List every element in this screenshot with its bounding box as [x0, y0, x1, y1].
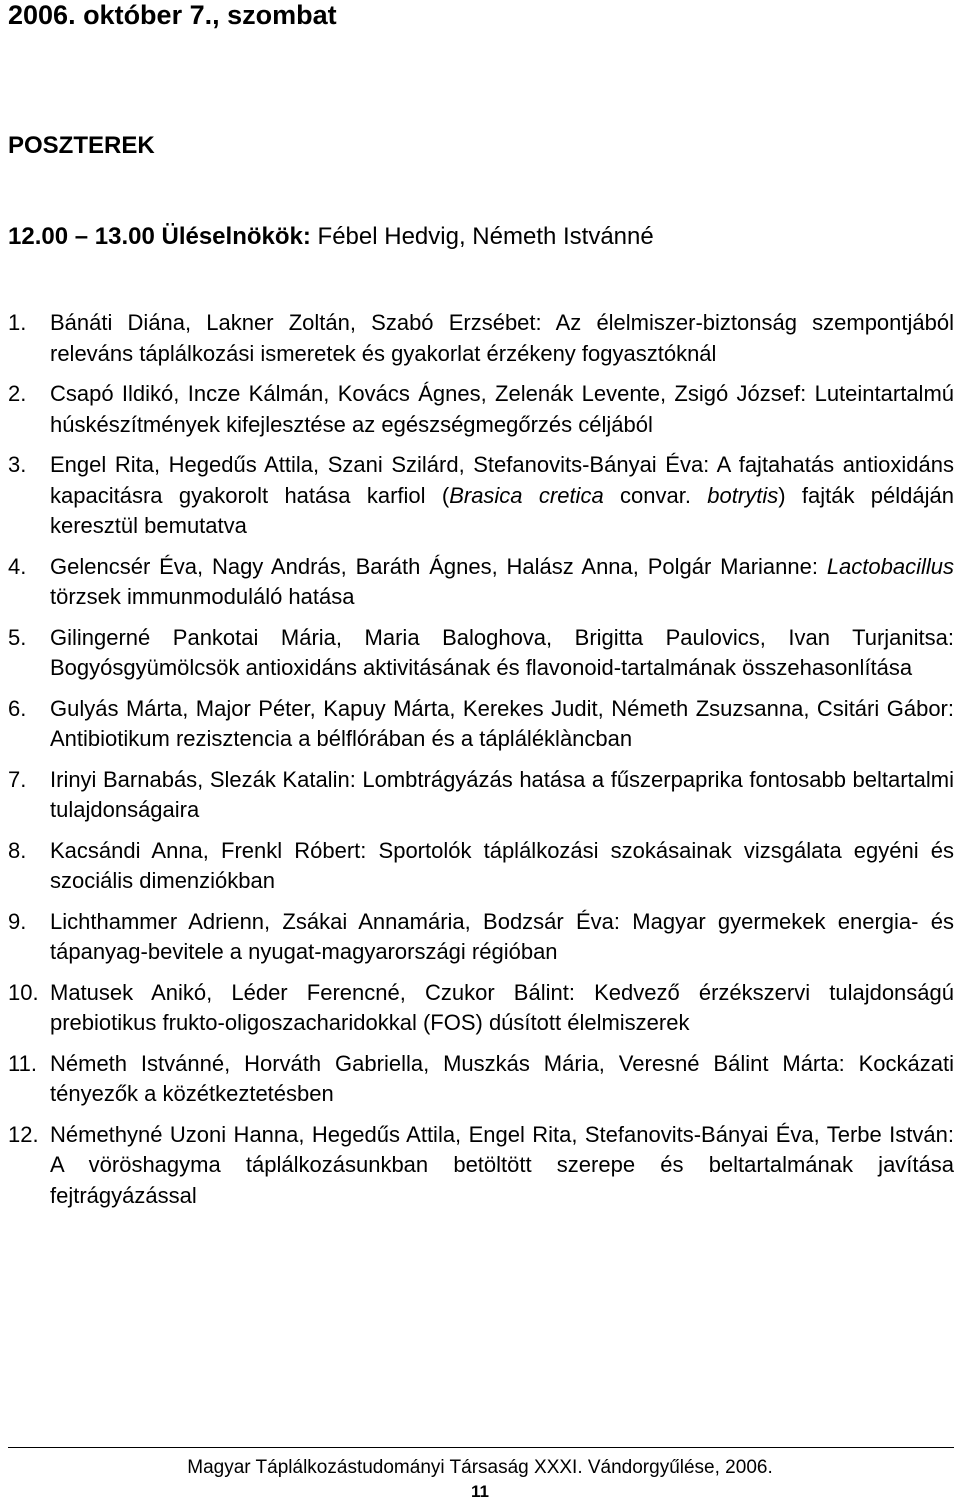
poster-text: Csapó Ildikó, Incze Kálmán, Kovács Ágnes, Zelenák Levente, Zsigó József: Luteintartalmú húskészítmények kifejlesztése az egészségmegőrzés céljából [50, 381, 954, 437]
poster-text: Némethyné Uzoni Hanna, Hegedűs Attila, Engel Rita, Stefanovits-Bányai Éva, Terbe István: A vöröshagyma táplálkozásunkban betöltött szerepe és beltartalmának javítása fejtrágyázással [50, 1121, 954, 1208]
session-chairs-label: Üléselnökök: [161, 223, 311, 250]
date-heading: 2006. október 7., szombat [8, 0, 337, 30]
poster-number: 12. [8, 1121, 39, 1147]
poster-number: 3. [8, 452, 27, 477]
poster-number: 2. [8, 381, 27, 406]
poster-number: 10. [8, 979, 39, 1005]
poster-item [8, 978, 954, 1039]
poster-text: Lichthammer Adrienn, Zsákai Annamária, Bodzsár Éva: Magyar gyermekek energia- és tápanyag-bevitele a nyugat-magyarországi régióban [50, 908, 954, 964]
poster-item [8, 765, 954, 826]
session-chairs: Fébel Hedvig, Németh Istvánné [317, 223, 654, 250]
poster-text: Kacsándi Anna, Frenkl Róbert: Sportolók táplálkozási szokásainak vizsgálata egyéni és szociális dimenziókban [50, 837, 954, 893]
poster-text: Gilingerné Pankotai Mária, Maria Baloghova, Brigitta Paulovics, Ivan Turjanitsa: Bogyósgyümölcsök antioxidáns aktivitásának és flavonoid-tartalmának összehasonlítása [50, 624, 954, 680]
poster-number: 6. [8, 695, 27, 721]
poster-item [8, 623, 954, 684]
poster-text: Németh Istvánné, Horváth Gabriella, Muszkás Mária, Veresné Bálint Márta: Kockázati tényezők a közétkeztetésben [50, 1050, 954, 1106]
poster-text: Bánáti Diána, Lakner Zoltán, Szabó Erzsébet: Az élelmiszer-biztonság szempontjából releváns táplálkozási ismeretek és gyakorlat érzékeny fogyasztóknál [50, 310, 954, 366]
poster-item [8, 836, 954, 897]
poster-number: 9. [8, 908, 27, 934]
poster-item [8, 308, 954, 369]
session-line [8, 222, 654, 252]
section-title: POSZTEREK [8, 132, 155, 159]
poster-item [8, 1120, 954, 1212]
poster-number: 8. [8, 837, 27, 863]
poster-item [8, 552, 954, 613]
poster-item [8, 450, 954, 542]
poster-number: 11. [8, 1050, 37, 1076]
poster-text: Matusek Anikó, Léder Ferencné, Czukor Bálint: Kedvező érzékszervi tulajdonságú prebiotikus frukto-oligoszacharidokkal (FOS) dúsított élelmiszerek [50, 979, 954, 1035]
poster-number: 4. [8, 553, 27, 579]
poster-text: Gulyás Márta, Major Péter, Kapuy Márta, Kerekes Judit, Németh Zsuzsanna, Csitári Gábor: Antibiotikum rezisztencia a bélflórában és a tápláléklàncban [50, 695, 954, 751]
poster-list [8, 308, 954, 1221]
session-time: 12.00 – 13.00 [8, 223, 155, 250]
poster-text: Irinyi Barnabás, Slezák Katalin: Lombtrágyázás hatása a fűszerpaprika fontosabb beltartalmi tulajdonságaira [50, 766, 954, 822]
footer-text: Magyar Táplálkozástudományi Társaság XXXI. Vándorgyűlése, 2006. [187, 1457, 773, 1478]
poster-number: 5. [8, 624, 27, 650]
poster-text: Gelencsér Éva, Nagy András, Baráth Ágnes, Halász Anna, Polgár Marianne: Lactobacillus törzsek immunmoduláló hatása [50, 553, 954, 609]
poster-item [8, 1049, 954, 1110]
footer-divider [8, 1447, 954, 1448]
page-number: 11 [471, 1482, 489, 1501]
poster-item [8, 907, 954, 968]
poster-number: 7. [8, 766, 27, 792]
poster-text: Engel Rita, Hegedűs Attila, Szani Szilárd, Stefanovits-Bányai Éva: A fajtahatás antioxidáns kapacitásra gyakorolt hatása karfiol (Brasica cretica convar. botrytis) fajták példáján keresztül bemutatva [50, 452, 954, 538]
poster-number: 1. [8, 310, 27, 335]
poster-item [8, 694, 954, 755]
poster-item [8, 379, 954, 440]
